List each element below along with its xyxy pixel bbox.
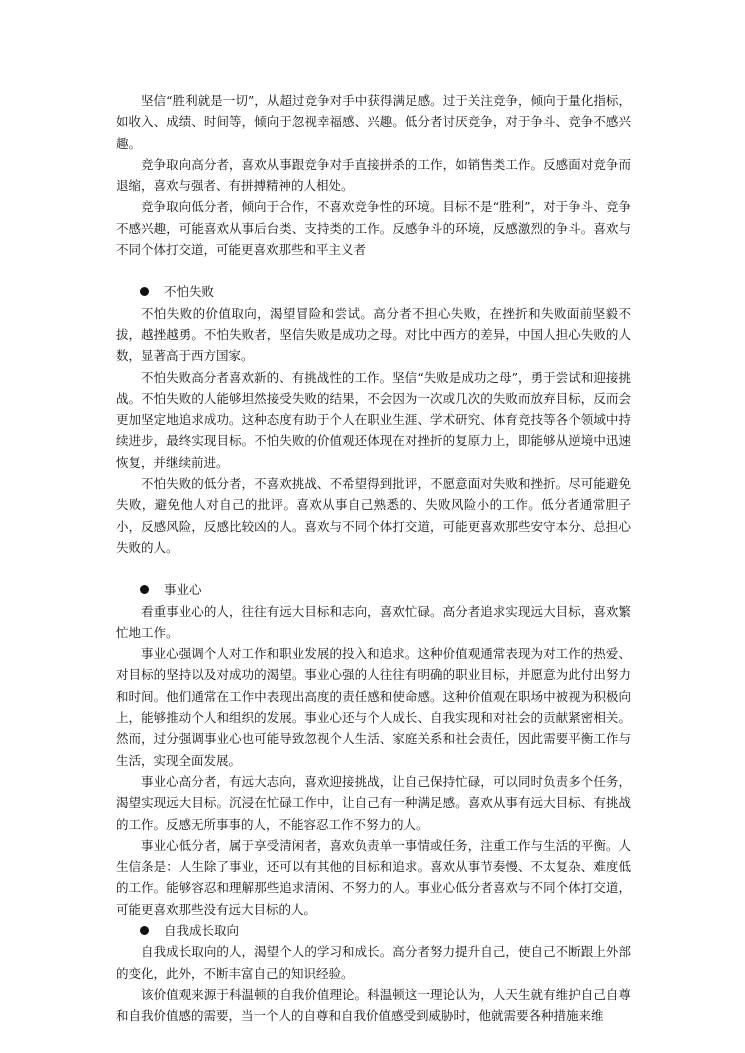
section-heading-career (116, 579, 631, 600)
section-title: 事业心 (164, 582, 202, 598)
blank-line (116, 260, 631, 281)
section-title: 自我成长取向 (164, 922, 240, 938)
blank-line (116, 558, 631, 579)
intro-paragraph-3: 竞争取向低分者，倾向于合作，不喜欢竞争性的环境。目标不是“胜利”，对于争斗、竞争不感兴趣，可能喜欢从事后台类、支持类的工作。反感争斗的环境，反感激烈的争斗。喜欢与不同个体打交道，可能更喜欢那些和平主义者 (116, 199, 631, 258)
section-title: 不怕失败 (164, 284, 215, 300)
intro-paragraph-1: 坚信“胜利就是一切”，从超过竞争对手中获得满足感。过于关注竞争，倾向于量化指标，如收入、成绩、时间等，倾向于忽视幸福感、兴趣。低分者讨厌竞争，对于争斗、竞争不感兴趣。 (116, 93, 631, 151)
paragraph: 事业心低分者，属于享受清闲者，喜欢负责单一事情或任务，注重工作与生活的平衡。人生信条是：人生除了事业，还可以有其他的目标和追求。喜欢从事节奏慢、不太复杂、难度低的工作。能够容忍和理解那些追求清闲、不努力的人。事业心低分者喜欢与不同个体打交道，可能更喜欢那些没有远大目标的人。 (116, 837, 631, 917)
section-heading-self-growth (116, 920, 631, 941)
intro-paragraph-2: 竞争取向高分者，喜欢从事跟竞争对手直接拼杀的工作，如销售类工作。反感面对竞争而退缩，喜欢与强者、有拼搏精神的人相处。 (116, 156, 631, 194)
bullet-icon (140, 287, 149, 296)
paragraph: 不怕失败的低分者，不喜欢挑战、不希望得到批评，不愿意面对失败和挫折。尽可能避免失败，避免他人对自己的批评。喜欢从事自己熟悉的、失败风险小的工作。低分者通常胆子小，反感风险，反感比较凶的人。喜欢与不同个体打交道，可能更喜欢那些安守本分、总担心失败的人。 (116, 476, 631, 555)
bullet-icon (140, 585, 149, 594)
paragraph: 事业心高分者，有远大志向，喜欢迎接挑战，让自己保持忙碌，可以同时负责多个任务，渴望实现远大目标。沉浸在忙碌工作中，让自己有一种满足感。喜欢从事有远大目标、有挑战的工作。反感无所事事的人，不能容忍工作不努力的人。 (116, 773, 631, 832)
paragraph: 该价值观来源于科温顿的自我价值理论。科温顿这一理论认为，人天生就有维护自己自尊和自我价值感的需要，当一个人的自尊和自我价值感受到威胁时，他就需要各种措施来维 (116, 986, 631, 1024)
paragraph: 看重事业心的人，往往有远大目标和志向，喜欢忙碌。高分者追求实现远大目标，喜欢繁忙地工作。 (116, 603, 631, 640)
paragraph: 自我成长取向的人，渴望个人的学习和成长。高分者努力提升自己，使自己不断跟上外部的变化，此外，不断丰富自己的知识经验。 (116, 944, 631, 981)
paragraph: 事业心强调个人对工作和职业发展的投入和追求。这种价值观通常表现为对工作的热爱、对目标的坚持以及对成功的渴望。事业心强的人往往有明确的职业目标，并愿意为此付出努力和时间。他们通常在工作中表现出高度的责任感和使命感。这种价值观在职场中被视为积极向上，能够推动个人和组织的发展。事业心还与个人成长、自我实现和对社会的贡献紧密相关。然而，过分强调事业心也可能导致忽视个人生活、家庭关系和社会责任，因此需要平衡工作与生活，实现全面发展。 (116, 646, 631, 768)
paragraph: 不怕失败的价值取向，渴望冒险和尝试。高分者不担心失败，在挫折和失败面前坚毅不拔，越挫越勇。不怕失败者，坚信失败是成功之母。对比中西方的差异，中国人担心失败的人数，显著高于西方国家。 (116, 305, 631, 364)
section-heading-fearless (116, 281, 631, 302)
paragraph: 不怕失败高分者喜欢新的、有挑战性的工作。坚信“失败是成功之母”，勇于尝试和迎接挑战。不怕失败的人能够坦然接受失败的结果，不会因为一次或几次的失败而放弃目标，反而会更加坚定地追求成功。这种态度有助于个人在职业生涯、学术研究、体育竞技等各个领域中持续进步，最终实现目标。不怕失败的价值观还体现在对挫折的复原力上，即能够从逆境中迅速恢复，并继续前进。 (116, 369, 631, 470)
bullet-icon (140, 926, 149, 935)
